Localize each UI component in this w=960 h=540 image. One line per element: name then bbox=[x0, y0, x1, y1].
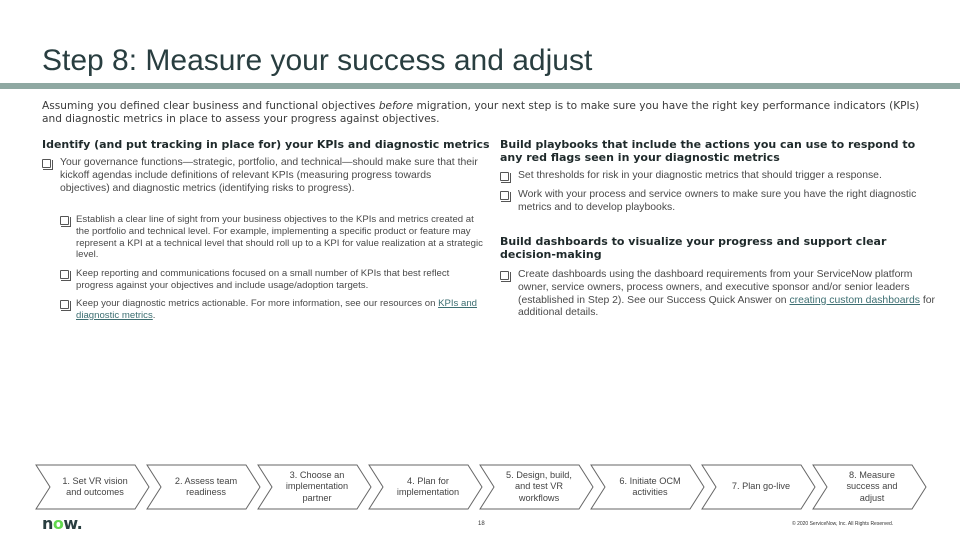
kpis-metrics-link[interactable]: KPIs and diagnostic metrics bbox=[76, 298, 478, 321]
step-label: 5. Design, build, and test VR workflows bbox=[506, 469, 572, 503]
step-label: 4. Plan for implementation bbox=[396, 475, 460, 497]
bullet-text: Keep your diagnostic metrics actionable. For more information, see our resources on bbox=[76, 298, 439, 309]
checkbox-icon bbox=[500, 271, 509, 280]
right-bullet-dashboards bbox=[500, 269, 945, 320]
left-column-heading: Identify (and put tracking in place for) your KPIs and diagnostic metrics bbox=[42, 138, 490, 151]
logo-text-w: w. bbox=[63, 514, 83, 533]
checkbox-icon bbox=[500, 172, 509, 181]
intro-text-end: migration, your next step is to make sure you have the right key performance indicators (KPIs) and diagnostic metrics in place to assess your progress against objectives. bbox=[42, 100, 920, 125]
intro-text-start: Assuming you defined clear business and functional objectives bbox=[42, 100, 379, 112]
step-label: 7. Plan go-live bbox=[731, 481, 791, 492]
step-label: 3. Choose an implementation partner bbox=[285, 469, 349, 503]
bullet-text: Set thresholds for risk in your diagnostic metrics that should trigger a response. bbox=[518, 170, 882, 181]
servicenow-logo bbox=[42, 514, 82, 533]
copyright-notice: © 2020 ServiceNow, Inc. All Rights Reserved. bbox=[792, 521, 894, 527]
step-7-chevron bbox=[701, 464, 815, 510]
left-subbullet-actionable bbox=[60, 298, 485, 322]
left-subbullet-line-of-sight bbox=[60, 214, 485, 261]
step-4-chevron bbox=[368, 464, 482, 510]
step-5-chevron bbox=[479, 464, 593, 510]
right-column-heading-dashboards: Build dashboards to visualize your progress and support clear decision-making bbox=[500, 235, 887, 261]
step-label: 8. Measure success and adjust bbox=[846, 469, 898, 503]
page-number: 18 bbox=[478, 521, 485, 527]
right-column-heading-playbooks: Build playbooks that include the actions you can use to respond to any red flags seen in your diagnostic metrics bbox=[500, 138, 916, 164]
logo-text-o: o bbox=[52, 514, 64, 533]
checkbox-icon bbox=[42, 159, 51, 168]
right-bullet-thresholds bbox=[500, 170, 945, 183]
bullet-text: Work with your process and service owners to make sure you have the right diagnostic metrics and to develop playbooks. bbox=[518, 189, 917, 213]
intro-paragraph bbox=[42, 100, 922, 126]
step-label: 6. Initiate OCM activities bbox=[619, 475, 681, 497]
step-2-chevron bbox=[146, 464, 260, 510]
bullet-text: Establish a clear line of sight from your business objectives to the KPIs and metrics created at the portfolio and technical level. For example, implementing a specific product or feature may represent a KPI at a technical level that should roll up to a KPI for value realization at a strategic level. bbox=[76, 214, 483, 261]
bullet-text-end: . bbox=[152, 309, 156, 321]
step-1-chevron bbox=[35, 464, 149, 510]
logo-text-n: n bbox=[42, 514, 53, 533]
title-divider bbox=[0, 83, 960, 89]
bullet-text: Create dashboards using the dashboard requirements from your ServiceNow platform owner, service owners, process owners, and executive sponsor and/or senior leaders (established in Step 2). See our Success Quick Answer on bbox=[518, 269, 913, 306]
step-8-chevron bbox=[812, 464, 926, 510]
left-subbullet-reporting bbox=[60, 268, 485, 292]
bullet-text: Keep reporting and communications focused on a small number of KPIs that best reflect progress against your objectives and include usage/adoption targets. bbox=[76, 268, 450, 291]
step-label: 2. Assess team readiness bbox=[174, 475, 238, 497]
left-bullet-governance bbox=[42, 157, 482, 195]
step-3-chevron bbox=[257, 464, 371, 510]
right-bullet-owners bbox=[500, 189, 940, 215]
checkbox-icon bbox=[500, 191, 509, 200]
step-label: 1. Set VR vision and outcomes bbox=[62, 475, 128, 497]
process-steps bbox=[35, 464, 940, 510]
checkbox-icon bbox=[60, 300, 69, 309]
intro-emphasis: before bbox=[378, 100, 414, 112]
bullet-text-end: for additional details. bbox=[518, 294, 936, 319]
bullet-text: Your governance functions—strategic, portfolio, and technical—should make sure that their kickoff agendas include definitions of relevant KPIs (measuring progress towards objectives) and diagnostic metrics (identifying risks to progress). bbox=[60, 157, 478, 194]
custom-dashboards-link[interactable]: creating custom dashboards bbox=[789, 294, 920, 306]
checkbox-icon bbox=[60, 216, 69, 225]
step-6-chevron bbox=[590, 464, 704, 510]
checkbox-icon bbox=[60, 270, 69, 279]
page-title: Step 8: Measure your success and adjust bbox=[42, 44, 593, 77]
